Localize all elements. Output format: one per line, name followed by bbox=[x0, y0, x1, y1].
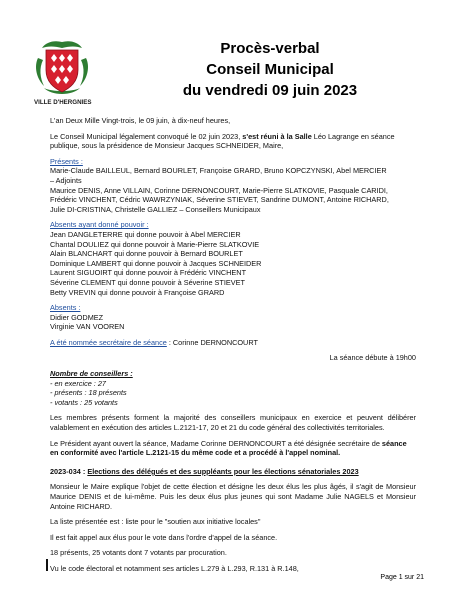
presents-line: Julie DI-CRISTINA, Christelle GALLIEZ – Conseillers Municipaux bbox=[50, 204, 261, 214]
ouverture-text-a: Le Président ayant ouvert la séance, Madame Corinne DERNONCOURT a été désignée secrétaire de bbox=[50, 438, 382, 448]
pouvoir-item: Alain BLANCHART qui donne pouvoir à Bernard BOURLET bbox=[50, 249, 243, 259]
presents-line: – Adjoints bbox=[50, 175, 82, 185]
pouvoir-item: Laurent SIGUOIRT qui donne pouvoir à Frédéric VINCHENT bbox=[50, 268, 247, 278]
secretaire-value: : Corinne DERNONCOURT bbox=[166, 337, 258, 347]
coat-of-arms-icon bbox=[34, 38, 90, 98]
convocation-text-a: Le Conseil Municipal légalement convoqué le 02 juin 2023, bbox=[50, 131, 243, 141]
majorite-paragraph: Les membres présents forment la majorité des conseillers municipaux en exercice et peuvent délibérer valablement en exécution des articles L.2121-17, 20 et 21 du code général des collectivités territoriales. bbox=[50, 413, 416, 433]
ouverture-paragraph bbox=[50, 439, 416, 458]
secretaire-label: A été nommée secrétaire de séance bbox=[50, 337, 167, 347]
absents-heading: Absents : bbox=[50, 303, 81, 313]
absent-item: Didier GODMEZ bbox=[50, 312, 104, 322]
document-title bbox=[110, 38, 430, 101]
document-body bbox=[50, 116, 416, 574]
section-number: 2023-034 : bbox=[50, 466, 88, 476]
title-line-3: du vendredi 09 juin 2023 bbox=[182, 82, 358, 99]
pouvoir-item: Chantal DOULIEZ qui donne pouvoir à Marie-Pierre SLATKOVIE bbox=[50, 239, 260, 249]
body-paragraph: Vu le code électoral et notamment ses articles L.279 à L.293, R.131 à R.148, bbox=[50, 563, 299, 573]
conseillers-item: - présents : 18 présents bbox=[50, 388, 127, 398]
town-logo bbox=[34, 38, 90, 106]
page-number: Page 1 sur 21 bbox=[380, 574, 424, 581]
absents-pouvoir-heading: Absents ayant donné pouvoir : bbox=[50, 220, 149, 230]
section-title: Elections des délégués et des suppléants pour les élections sénatoriales 2023 bbox=[87, 466, 359, 476]
logo-caption: VILLE D'HERGNIES bbox=[34, 99, 92, 106]
pouvoir-item: Jean DANGLETERRE qui donne pouvoir à Abel MERCIER bbox=[50, 229, 241, 239]
date-line: L'an Deux Mille Vingt-trois, le 09 juin, à dix-neuf heures, bbox=[50, 116, 231, 125]
title-line-1: Procès-verbal bbox=[220, 40, 320, 57]
pouvoir-item: Betty VREVIN qui donne pouvoir à Françoise GRARD bbox=[50, 287, 225, 297]
pouvoir-item: Séverine CLEMENT qui donne pouvoir à Séverine STIEVET bbox=[50, 277, 245, 287]
conseillers-heading: Nombre de conseillers : bbox=[50, 369, 133, 379]
conseillers-item: - votants : 25 votants bbox=[50, 397, 118, 407]
body-paragraph: Il est fait appel aux élus pour le vote dans l'ordre d'appel de la séance. bbox=[50, 532, 278, 542]
secretaire-line bbox=[50, 338, 416, 348]
pouvoir-item: Dominique LAMBERT qui donne pouvoir à Jacques SCHNEIDER bbox=[50, 258, 262, 268]
convocation-paragraph bbox=[50, 132, 416, 151]
ouverture-text-b: séance en conformité avec l'article L.2121-15 du même code et a procédé à l'appel nominal. bbox=[50, 438, 407, 458]
body-paragraph: Monsieur le Maire explique l'objet de cette élection et désigne les deux élus les plus âgés, il s'agit de Monsieur Maurice DENIS et de lui-même. Puis les deux élus plus jeunes qui sont Madame Julie NAGELS et Monsieur Antoine RICHARD. bbox=[50, 482, 416, 511]
body-paragraph: 18 présents, 25 votants dont 7 votants par procuration. bbox=[50, 548, 227, 558]
presents-heading: Présents : bbox=[50, 156, 83, 166]
section-heading bbox=[50, 467, 416, 477]
seance-debut: La séance débute à 19h00 bbox=[329, 353, 416, 363]
presents-line: Maurice DENIS, Anne VILLAIN, Corinne DERNONCOURT, Marie-Pierre SLATKOVIE, Pasquale CARIDI, bbox=[50, 185, 388, 195]
presents-line: Marie-Claude BAILLEUL, Bernard BOURLET, Françoise GRARD, Bruno KOPCZYNSKI, Abel MERCIER bbox=[50, 166, 387, 176]
body-paragraph: La liste présentée est : liste pour le "soutien aux initiative locales" bbox=[50, 517, 261, 527]
convocation-text-c: Léo Lagrange en séance publique, sous la présidence de Monsieur Jacques SCHNEIDER, Maire, bbox=[50, 131, 395, 151]
margin-mark bbox=[46, 559, 48, 571]
title-line-2: Conseil Municipal bbox=[206, 61, 334, 78]
presents-line: Frédéric VINCHENT, Cédric WAWRZYNIAK, Séverine STIEVET, Sandrine DUMONT, Antoine RICHARD, bbox=[50, 195, 389, 205]
absent-item: Virginie VAN VOOREN bbox=[50, 322, 125, 332]
conseillers-item: - en exercice : 27 bbox=[50, 378, 106, 388]
convocation-text-b: s'est réuni à la Salle bbox=[242, 131, 312, 141]
